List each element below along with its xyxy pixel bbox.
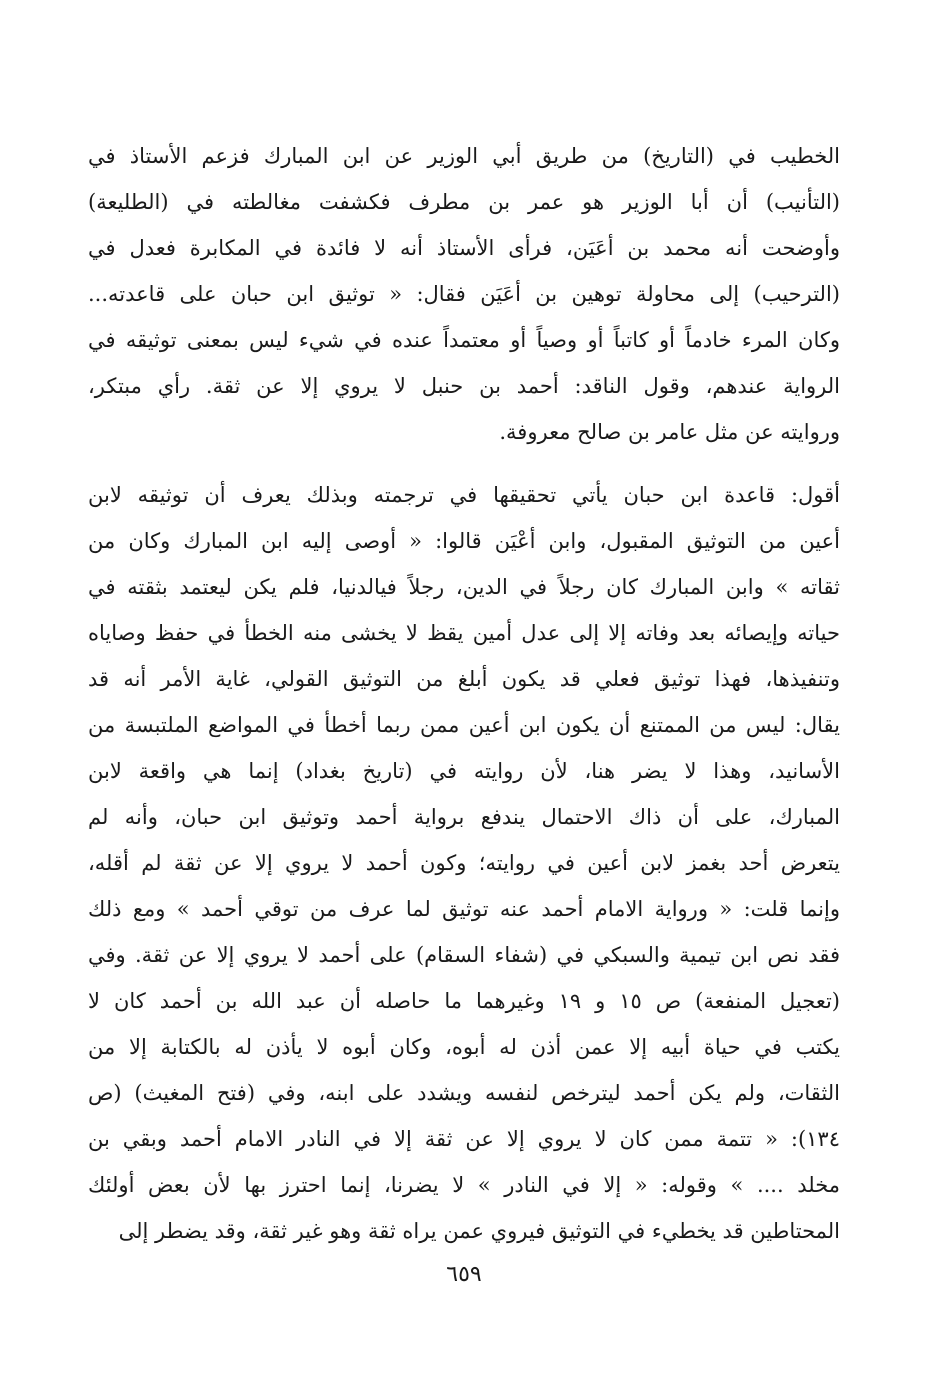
text-line: وكان المرء خادماً أو كاتباً أو وصياً أو معتمداً عنده في شيء ليس بمعنى توثيقه في bbox=[88, 328, 840, 352]
text-line: (الترحيب) إلى محاولة توهين بن أعَيَن فقال: « توثيق ابن حبان على قاعدته... bbox=[88, 282, 840, 306]
text-line: يكتب في حياة أبيه إلا عمن أذن له أبوه، وكان أبوه لا يأذن له بالكتابة إلا من bbox=[88, 1035, 840, 1059]
text-line: المبارك، على أن ذاك الاحتمال يندفع برواية أحمد وتوثيق ابن حبان، وأنه لم bbox=[88, 805, 840, 829]
text-line: ثقاته » وابن المبارك كان رجلاً في الدين، رجلاً فيالدنيا، فلم يكن ليعتمد بثقته في bbox=[88, 575, 840, 599]
text-line: الأسانيد، وهذا لا يضر هنا، لأن روايته في (تاريخ بغداد) إنما هي واقعة لابن bbox=[88, 759, 840, 783]
text-line: فقد نص ابن تيمية والسبكي في (شفاء السقام) على أحمد لا يروي إلا عن ثقة. وفي bbox=[88, 943, 840, 967]
text-line: الخطيب في (التاريخ) من طريق أبي الوزير عن ابن المبارك فزعم الأستاذ في bbox=[88, 144, 840, 168]
paragraph-1 bbox=[88, 133, 840, 455]
text-line: ١٣٤): « تتمة ممن كان لا يروي إلا عن ثقة إلا في النادر الامام أحمد وبقي بن bbox=[88, 1127, 840, 1151]
text-line: يقال: ليس من الممتنع أن يكون ابن أعين ممن ربما أخطأ في المواضع الملتبسة من bbox=[88, 713, 840, 737]
text-line: أعين من التوثيق المقبول، وابن أعْيَن قالوا: « أوصى إليه ابن المبارك وكان من bbox=[88, 529, 840, 553]
text-line: مخلد .... » وقوله: « إلا في النادر » لا يضرنا، إنما احترز بها لأن بعض أولئك bbox=[88, 1173, 840, 1197]
text-line: الرواية عندهم، وقول الناقد: أحمد بن حنبل لا يروي إلا عن ثقة. رأي مبتكر، bbox=[88, 374, 840, 398]
text-line: وأوضحت أنه محمد بن أعَيَن، فرأى الأستاذ أنه لا فائدة في المكابرة فعدل في bbox=[88, 236, 840, 260]
text-line: (تعجيل المنفعة) ص ١٥ و ١٩ وغيرهما ما حاصله أن عبد الله بن أحمد كان لا bbox=[88, 989, 840, 1013]
text-line: وتنفيذها، فهذا توثيق فعلي قد يكون أبلغ من التوثيق القولي، غاية الأمر أنه قد bbox=[88, 667, 840, 691]
text-line: المحتاطين قد يخطيء في التوثيق فيروي عمن يراه ثقة وهو غير ثقة، وقد يضطر إلى bbox=[118, 1219, 840, 1243]
text-line: أقول: قاعدة ابن حبان يأتي تحقيقها في ترجمته وبذلك يعرف أن توثيقه لابن bbox=[88, 483, 840, 507]
text-line: حياته وإيصائه بعد وفاته إلا إلى عدل أمين يقظ لا يخشى منه الخطأ في حفظ وصاياه bbox=[88, 621, 840, 645]
text-line: وإنما قلت: « ورواية الامام أحمد عنه توثيق لما عرف من توقي أحمد » ومع ذلك bbox=[88, 897, 840, 921]
page-number: ٦٥٩ bbox=[446, 1262, 482, 1287]
paragraph-2 bbox=[88, 472, 840, 1254]
text-line: الثقات، ولم يكن أحمد ليترخص لنفسه ويشدد على ابنه، وفي (فتح المغيث) (ص bbox=[88, 1081, 840, 1105]
text-line: وروايته عن مثل عامر بن صالح معروفة. bbox=[499, 420, 840, 444]
text-line: (التأنيب) أن أبا الوزير هو عمر بن مطرف فكشفت مغالطته في (الطليعة) bbox=[88, 190, 840, 214]
text-line: يتعرض أحد بغمز لابن أعين في روايته؛ وكون أحمد لا يروي إلا عن ثقة لم أقله، bbox=[88, 851, 840, 875]
